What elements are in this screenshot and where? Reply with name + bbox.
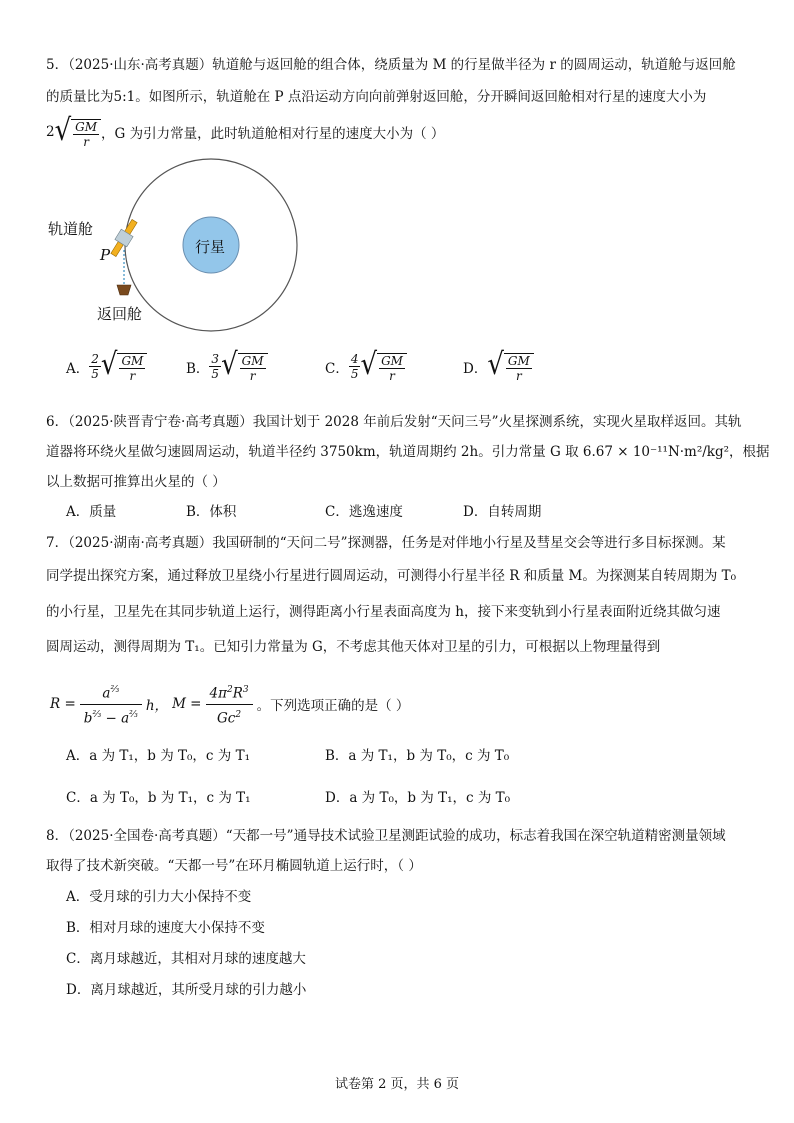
q6-option-c: C．逃逸速度 [325, 504, 403, 520]
q6-option-a: A．质量 [66, 504, 117, 520]
q5-line1: 5．（2025·山东·高考真题）轨道舱与返回舱的组合体，绕质量为 M 的行星做半径为 r 的圆周运动，轨道舱与返回舱 [46, 57, 736, 73]
q7-option-a: A．a 为 T₁，b 为 T₀，c 为 T₁ [66, 748, 250, 764]
q7-option-d: D．a 为 T₀，b 为 T₁，c 为 T₀ [325, 790, 511, 806]
q8-option-b: B．相对月球的速度大小保持不变 [66, 920, 265, 936]
capsule-icon [117, 285, 131, 295]
q5-line3 [46, 110, 444, 154]
planet-label: 行星 [195, 238, 226, 256]
q6-line2: 道器将环绕火星做匀速圆周运动，轨道半径约 3750km，轨道周期约 2h。引力常量 G 取 6.67 × 10⁻¹¹N·m²/kg²，根据 [46, 444, 770, 460]
q7-line1: 7．（2025·湖南·高考真题）我国研制的“天问二号”探测器，任务是对伴地小行星及彗星交会等进行多目标探测。某 [46, 535, 726, 551]
q8-line2: 取得了技术新突破。“天都一号”在环月椭圆轨道上运行时，（ ） [46, 858, 422, 874]
q8-option-d: D．离月球越近，其所受月球的引力越小 [66, 982, 307, 998]
q8-option-a: A．受月球的引力大小保持不变 [66, 889, 252, 905]
q7-fraction-m: $\frac{4\pi^2R^3}{Gc^2}$ [206, 680, 253, 728]
q6-option-b: B．体积 [186, 504, 237, 520]
page-footer: 试卷第 2 页，共 6 页 [334, 1077, 460, 1092]
q6-line1: 6．（2025·陕晋青宁卷·高考真题）我国计划于 2028 年前后发射“天问三号”火星探测系统，实现火星取样返回。其轨 [46, 414, 742, 430]
q7-line3: 的小行星，卫星先在其同步轨道上运行，测得距离小行星表面高度为 h，接下来变轨到小行星表面附近绕其做匀速 [46, 604, 721, 620]
orbiter-icon [107, 217, 140, 258]
q6-line3: 以上数据可推算出火星的（ ） [46, 474, 226, 490]
q5-option-b: B． $\frac{3}{5}$ √ $\frac{GM}{r}$ [186, 350, 268, 383]
orbiter-label: 轨道舱 [48, 220, 94, 238]
q7-line4: 圆周运动，测得周期为 T₁。已知引力常量为 G，不考虑其他天体对卫星的引力，可根据以上物理量得到 [46, 639, 661, 655]
q7-fraction-r: $\frac{a^{\frac{2}{3}}}{b^{\frac{2}{3}} - a^{\frac{2}{3}}}$ [80, 680, 142, 728]
q5-coef: 2 [46, 124, 55, 140]
q5-option-d: D． √ $\frac{GM}{r}$ [463, 350, 534, 383]
q5-option-a: A． $\frac{2}{5}$ √ $\frac{GM}{r}$ [66, 350, 147, 383]
capsule-label: 返回舱 [97, 305, 143, 323]
q8-option-c: C．离月球越近，其相对月球的速度越大 [66, 951, 306, 967]
q6-option-d: D．自转周期 [463, 504, 542, 520]
q7-option-b: B．a 为 T₁，b 为 T₀，c 为 T₀ [325, 748, 510, 764]
q5-option-c: C． $\frac{4}{5}$ √ $\frac{GM}{r}$ [325, 350, 407, 383]
orbit-figure [44, 158, 314, 350]
q8-line1: 8．（2025·全国卷·高考真题）“天都一号”通导技术试验卫星测距试验的成功，标志着我国在深空轨道精密测量领域 [46, 828, 726, 844]
q5-line2: 的质量比为5:1。如图所示，轨道舱在 P 点沿运动方向向前弹射返回舱，分开瞬间返回舱相对行星的速度大小为 [46, 89, 707, 105]
q5-sqrt: √ $\frac{GM}{r}$ [55, 116, 101, 149]
q5-line3-text: ，G 为引力常量，此时轨道舱相对行星的速度大小为（ ） [101, 126, 445, 142]
point-p-label: P [100, 246, 111, 264]
q7-formula: R = $\frac{a^{\frac{2}{3}}}{b^{\frac{2}{3}} - a^{\frac{2}{3}}}$ h， M = $\frac{4\pi^2R^3}{Gc^2}$ 。下列选项正确的是（ ） [50, 676, 409, 732]
q7-line2: 同学提出探究方案，通过释放卫星绕小行星进行圆周运动，可测得小行星半径 R 和质量 M。为探测某自转周期为 T₀ [46, 568, 737, 584]
q7-option-c: C．a 为 T₀，b 为 T₁，c 为 T₁ [66, 790, 251, 806]
